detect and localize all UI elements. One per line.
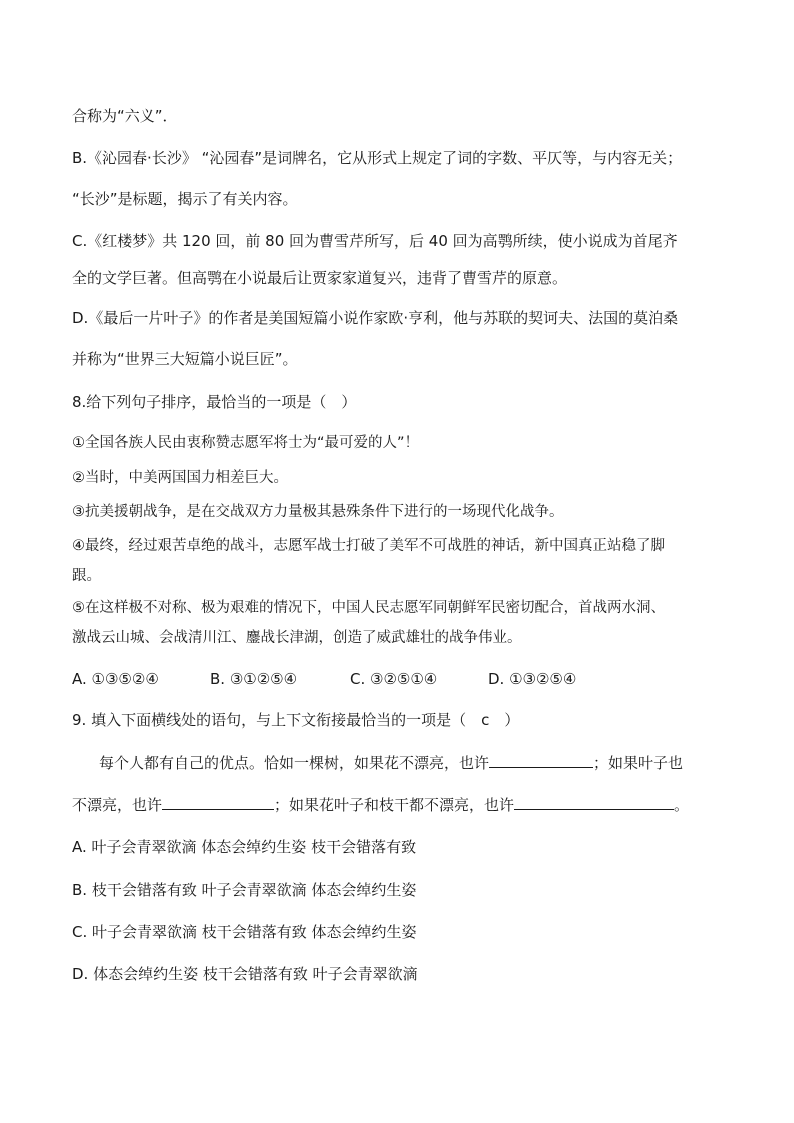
q9-option-b[interactable]: B. 枝干会错落有致 叶子会青翠欲滴 体态会绰约生姿 [72, 881, 417, 899]
answer-blank-1[interactable] [489, 753, 593, 768]
q8-sentence-1: ①全国各族人民由衷称赞志愿军将士为“最可爱的人”！ [72, 435, 420, 451]
q8-option-c[interactable]: C. ③②⑤①④ [350, 670, 438, 688]
q9-passage-text-2: ；如果叶子也 [593, 754, 684, 772]
q8-option-b[interactable]: B. ③①②⑤④ [210, 670, 298, 688]
q8-sentence-5-line1: ⑤在这样极不对称、极为艰难的情况下，中国人民志愿军同朝鲜军民密切配合，首战两水洞、 [72, 600, 665, 616]
q9-option-d[interactable]: D. 体态会绰约生姿 枝干会错落有致 叶子会青翠欲滴 [72, 965, 418, 983]
q9-passage-text-5: 。 [674, 796, 690, 814]
q8-option-a[interactable]: A. ①③⑤②④ [72, 670, 159, 688]
q8-sentence-2: ②当时，中美两国国力相差巨大。 [72, 470, 288, 486]
q9-passage-text-3: 不漂亮，也许 [72, 796, 163, 814]
q8-sentence-4-line1: ④最终，经过艰苦卓绝的战斗，志愿军战士打破了美军不可战胜的神话，新中国真正站稳了脚 [72, 538, 665, 554]
q9-option-c[interactable]: C. 叶子会青翠欲滴 枝干会错落有致 体态会绰约生姿 [72, 923, 417, 941]
q9-passage-line2 [72, 795, 689, 815]
answer-blank-2[interactable] [162, 795, 274, 810]
answer-blank-3[interactable] [514, 795, 674, 810]
q9-passage-text-4: ；如果花叶子和枝干都不漂亮，也许 [274, 796, 515, 814]
q8-stem: 8.给下列句子排序，最恰当的一项是（ ） [72, 393, 357, 411]
q7-option-a-continuation: 合称为“六义”． [72, 107, 178, 125]
q7-option-d-line1: D.《最后一片叶子》的作者是美国短篇小说作家欧·亨利，他与苏联的契诃夫、法国的莫泊桑 [72, 309, 679, 327]
q8-sentence-5-line2: 激战云山城、会战清川江、鏖战长津湖，创造了威武雄壮的战争伟业。 [72, 630, 522, 646]
q8-sentence-4-line2: 跟。 [72, 568, 101, 584]
q8-options [72, 669, 576, 689]
q9-stem: 9. 填入下面横线处的语句，与上下文衔接最恰当的一项是（ c ） [72, 711, 520, 729]
q9-passage-line1 [99, 753, 683, 773]
q7-option-b-line1: B.《沁园春·长沙》 “沁园春”是词牌名，它从形式上规定了词的字数、平仄等，与内容无关； [72, 149, 683, 167]
q7-option-b-line2: “长沙”是标题，揭示了有关内容。 [72, 190, 298, 208]
q9-passage-text-1: 每个人都有自己的优点。恰如一棵树，如果花不漂亮，也许 [99, 754, 490, 772]
q8-sentence-3: ③抗美援朝战争，是在交战双方力量极其悬殊条件下进行的一场现代化战争。 [72, 504, 564, 520]
q9-option-a[interactable]: A. 叶子会青翠欲滴 体态会绰约生姿 枝干会错落有致 [72, 838, 417, 856]
q7-option-c-line2: 全的文学巨著。但高鹗在小说最后让贾家家道复兴，违背了曹雪芹的原意。 [72, 269, 568, 287]
q7-option-d-line2: 并称为“世界三大短篇小说巨匠”。 [72, 350, 298, 368]
q8-option-d[interactable]: D. ①③②⑤④ [488, 670, 577, 688]
q7-option-c-line1: C.《红楼梦》共 120 回，前 80 回为曹雪芹所写，后 40 回为高鹗所续，使小说成为首尾齐 [72, 232, 678, 250]
